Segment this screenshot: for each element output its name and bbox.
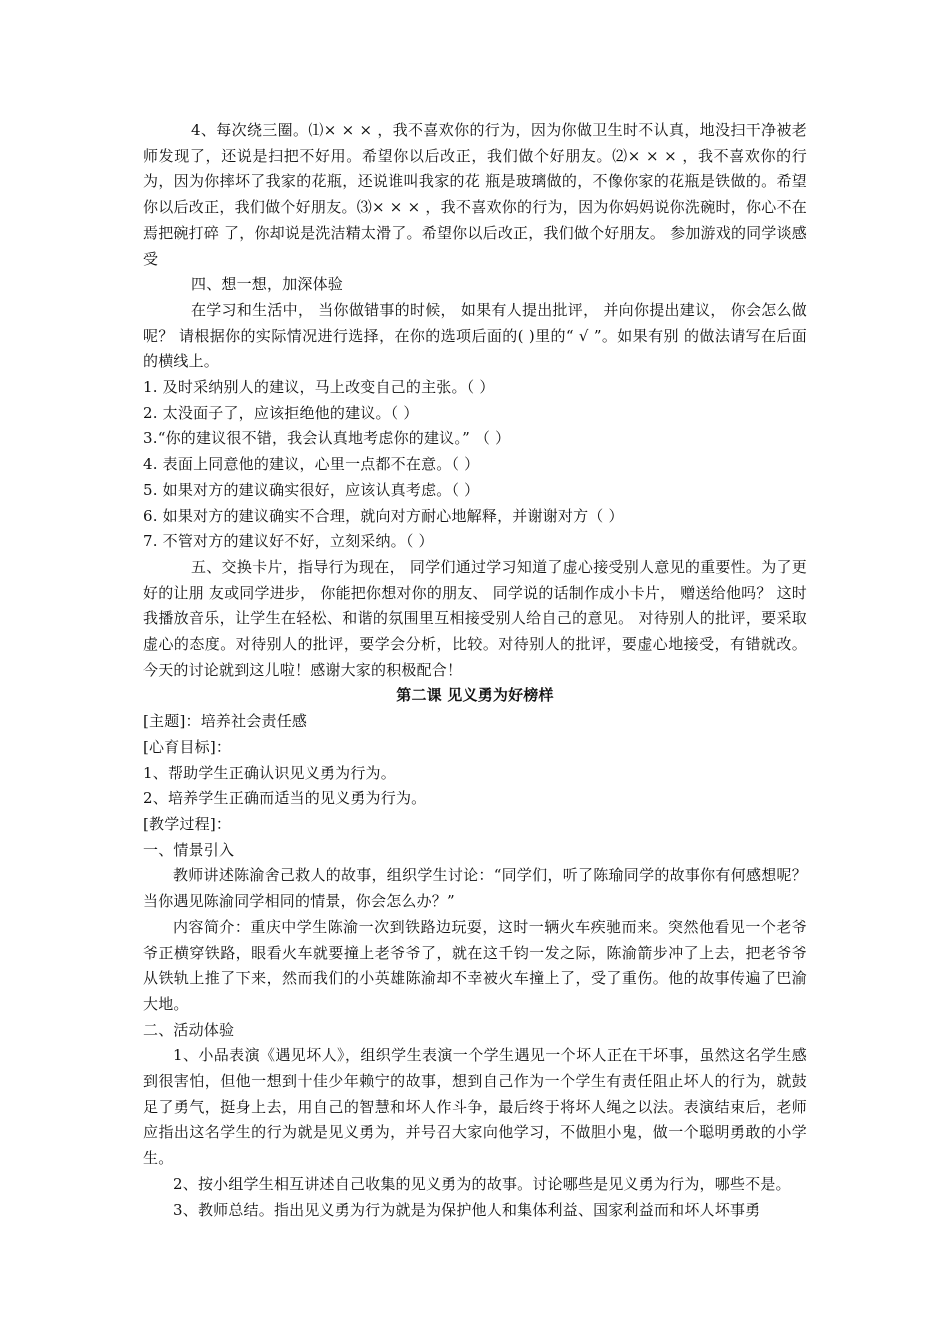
paragraph-activity-1: 1、小品表演《遇见坏人》，组织学生表演一个学生遇见一个坏人正在干坏事，虽然这名学生感到很害怕，但他一想到十佳少年赖宁的故事，想到自己作为一个学生有责任阻止坏人的行为，就鼓足了勇气，挺身上去，用自己的智慧和坏人作斗争，最后终于将坏人绳之以法。表演结束后，老师应指出这名学生的行为就是见义勇为，并号召大家向他学习，不做胆小鬼，做一个聪明勇敢的小学生。 — [143, 1046, 807, 1168]
teaching-process-heading: [教学过程]： — [143, 814, 232, 833]
option-item-6: 6. 如果对方的建议确实不合理，就向对方耐心地解释，并谢谢对方（ ） — [143, 506, 624, 525]
paragraph-story-summary: 内容简介：重庆中学生陈渝一次到铁路边玩耍，这时一辆火车疾驰而来。突然他看见一个老爷爷正横穿铁路，眼看火车就要撞上老爷爷了，就在这千钧一发之际，陈渝箭步冲了上去，把老爷爷从铁轨上推了下来，然而我们的小英雄陈渝却不幸被火车撞上了，受了重伤。他的故事传遍了巴渝大地。 — [143, 917, 807, 1013]
paragraph-activity-3: 3、教师总结。指出见义勇为行为就是为保护他人和集体利益、国家利益而和坏人坏事勇 — [173, 1200, 761, 1219]
option-item-1: 1. 及时采纳别人的建议，马上改变自己的主张。（ ） — [143, 378, 495, 397]
option-item-5: 5. 如果对方的建议确实很好，应该认真考虑。（ ） — [143, 480, 480, 499]
section-heading-one: 一、情景引入 — [143, 840, 235, 859]
option-item-3: 3.“你的建议很不错，我会认真地考虑你的建议。” （ ） — [143, 429, 511, 448]
section-heading-four: 四、想一想，加深体验 — [191, 275, 344, 294]
option-item-2: 2. 太没面子了，应该拒绝他的建议。（ ） — [143, 403, 419, 422]
option-item-7: 7. 不管对方的建议好不好，立刻采纳。（ ） — [143, 532, 434, 551]
lesson-goal-1: 1、帮助学生正确认识见义勇为行为。 — [143, 763, 396, 782]
paragraph-exchange-cards: 五、交换卡片，指导行为现在， 同学们通过学习知道了虚心接受别人意见的重要性。为了更好的让朋 友或同学进步， 你能把你想对你的朋友、 同学说的话制作成小卡片， 赠送给他吗？ 这时我播放音乐，让学生在轻松、和谐的氛围里互相接受别人给自己的意见。 对待别人的批评，要采取虚心的态度。对待别人的批评，要学会分析，比较。对待别人的批评，要虚心地接受，有错就改。 今天的讨论就到这儿啦！感谢大家的积极配合！ — [143, 557, 807, 679]
paragraph-story-discussion: 教师讲述陈渝舍己救人的故事，组织学生讨论：“同学们，听了陈瑜同学的故事你有何感想呢？当你遇见陈渝同学相同的情景，你会怎么办？” — [143, 866, 807, 911]
lesson-theme: [主题]：培养社会责任感 — [143, 712, 308, 731]
lesson-goal-2: 2、培养学生正确而适当的见义勇为行为。 — [143, 789, 427, 808]
document-body — [143, 118, 807, 1223]
lesson-title: 第二课 见义勇为好榜样 — [396, 686, 554, 705]
paragraph-game-rules: 4、每次绕三圈。⑴× × × ，我不喜欢你的行为，因为你做卫生时不认真，地没扫干净被老 师发现了，还说是扫把不好用。希望你以后改正，我们做个好朋友。⑵× × × ，我不喜欢你的行为，因为你摔坏了我家的花瓶，还说谁叫我家的花 瓶是玻璃做的，不像你家的花瓶是铁做的。希望你以后改正，我们做个好朋友。⑶× × × ，我不喜欢你的行为，因为你妈妈说你洗碗时，你心不在焉把碗打碎 了，你却说是洗洁精太滑了。希望你以后改正，我们做个好朋友。 参加游戏的同学谈感受 — [143, 121, 807, 268]
option-item-4: 4. 表面上同意他的建议，心里一点都不在意。（ ） — [143, 455, 480, 474]
section-heading-two: 二、活动体验 — [143, 1020, 235, 1039]
paragraph-question-intro: 在学习和生活中， 当你做错事的时候， 如果有人提出批评， 并向你提出建议， 你会怎么做呢？ 请根据你的实际情况进行选择，在你的选项后面的( )里的“ √ ”。如果有别 的做法请写在后面的横线上。 — [143, 300, 807, 371]
lesson-goals-heading: [心育目标]： — [143, 737, 232, 756]
paragraph-activity-2: 2、按小组学生相互讲述自己收集的见义勇为的故事。讨论哪些是见义勇为行为，哪些不是。 — [173, 1174, 791, 1193]
